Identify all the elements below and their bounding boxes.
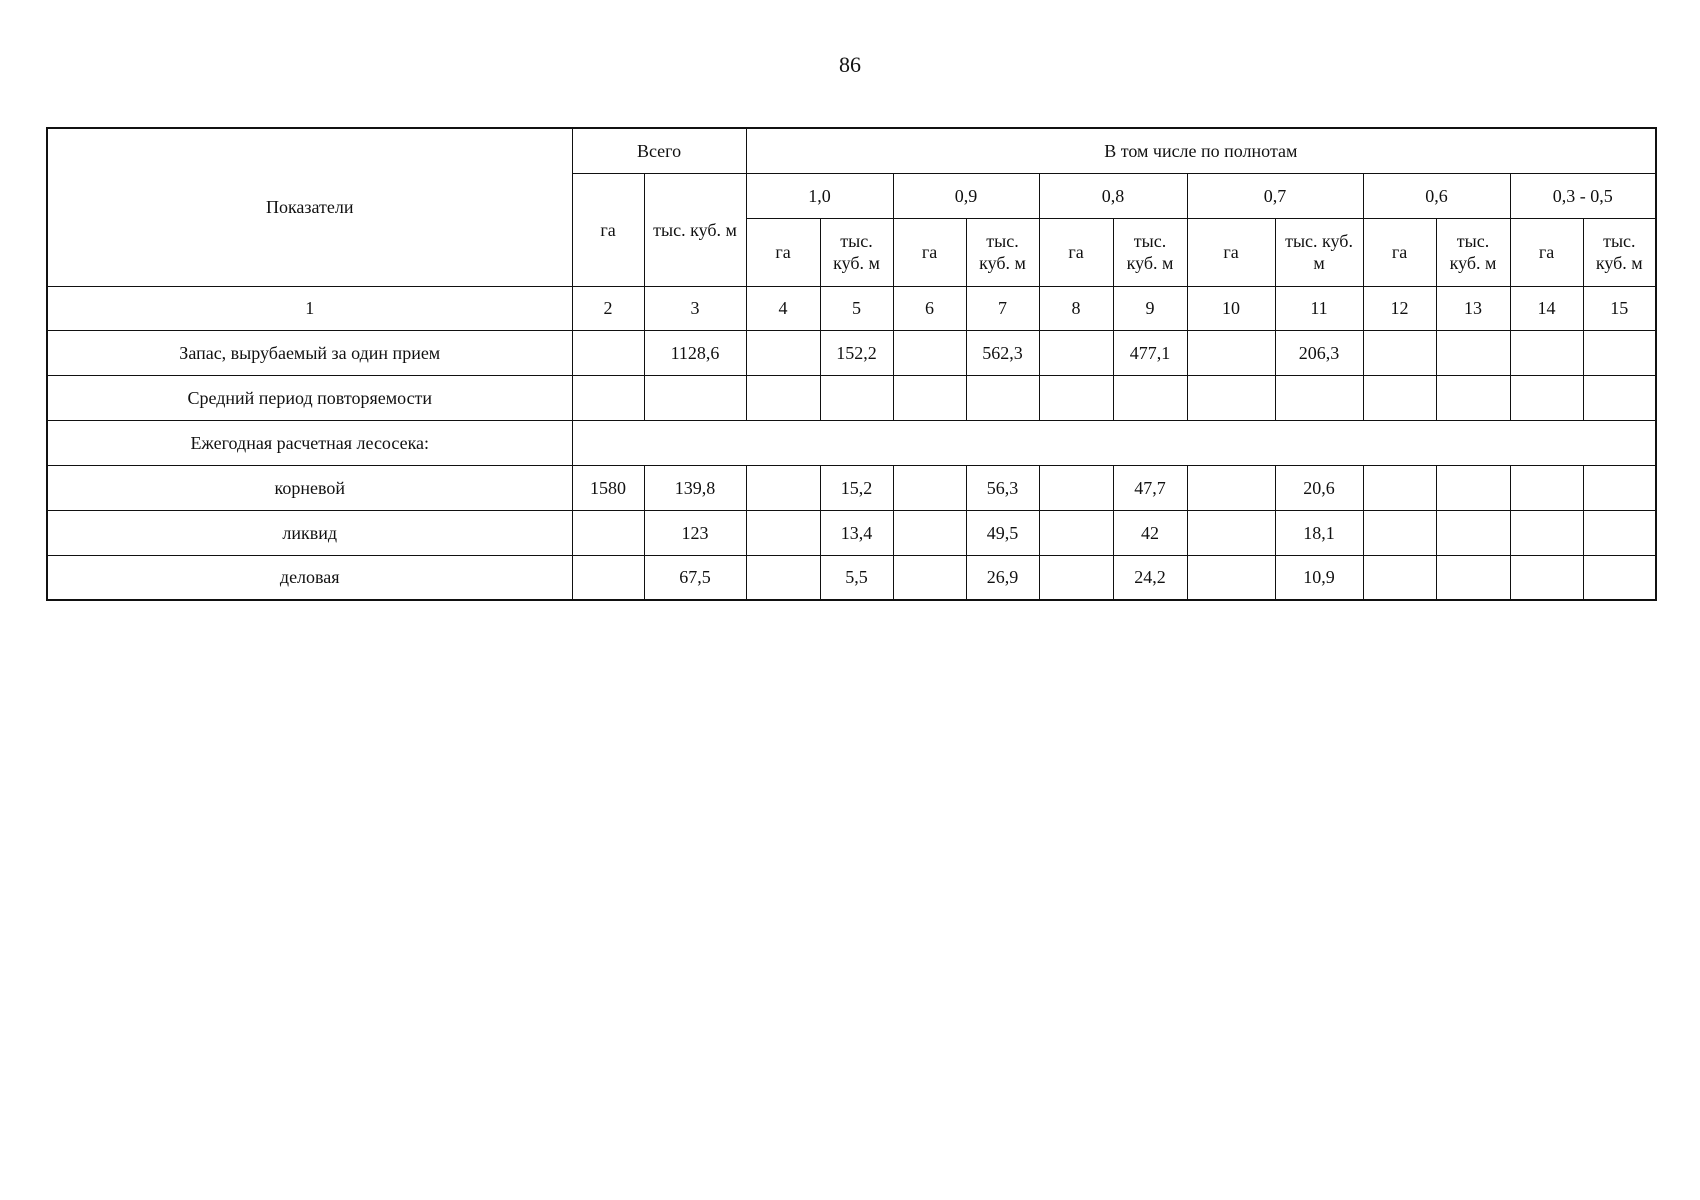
table-cell [644,375,746,420]
table-cell [1510,375,1583,420]
table-cell: 1580 [572,465,644,510]
table-cell [1436,375,1510,420]
row-label: ликвид [47,510,572,555]
table-cell [572,330,644,375]
header-ha: га [893,218,966,286]
table-cell: 123 [644,510,746,555]
column-number: 12 [1363,286,1436,330]
table-row [47,510,1656,555]
table-row [47,330,1656,375]
header-density-0-9: 0,9 [893,173,1039,218]
header-volume: тыс. куб. м [1113,218,1187,286]
header-density-0-6: 0,6 [1363,173,1510,218]
header-ha: га [1039,218,1113,286]
table-cell [1436,510,1510,555]
table-cell [746,555,820,600]
column-number: 7 [966,286,1039,330]
header-total: Всего [572,128,746,173]
table-cell [893,555,966,600]
table-cell: 49,5 [966,510,1039,555]
table-row [47,555,1656,600]
header-by-density: В том числе по полнотам [746,128,1656,173]
table-cell [1583,555,1656,600]
table-cell [820,375,893,420]
header-total-volume: тыс. куб. м [644,173,746,286]
table-cell: 20,6 [1275,465,1363,510]
table-cell: 1128,6 [644,330,746,375]
header-volume: тыс. куб. м [1436,218,1510,286]
header-ha: га [1187,218,1275,286]
table-cell [1583,465,1656,510]
table-cell [893,465,966,510]
table-cell: 24,2 [1113,555,1187,600]
table-cell [1436,465,1510,510]
table-cell: 13,4 [820,510,893,555]
header-volume: тыс. куб. м [1583,218,1656,286]
table-cell: 5,5 [820,555,893,600]
table-cell [1187,465,1275,510]
header-density-0-7: 0,7 [1187,173,1363,218]
table-cell [572,375,644,420]
header-total-ha: га [572,173,644,286]
table-row [47,375,1656,420]
table-cell [1583,375,1656,420]
header-row-1 [47,128,1656,173]
table-cell [1510,330,1583,375]
header-density-0-8: 0,8 [1039,173,1187,218]
table-cell [746,330,820,375]
column-number: 10 [1187,286,1275,330]
row-label: корневой [47,465,572,510]
table-cell [572,555,644,600]
table-row [47,465,1656,510]
table-cell [1039,510,1113,555]
table-cell [1187,510,1275,555]
table-cell: 67,5 [644,555,746,600]
table-cell [746,510,820,555]
table-cell: 10,9 [1275,555,1363,600]
table-cell [1039,465,1113,510]
table-cell: 562,3 [966,330,1039,375]
header-density-0-3-0-5: 0,3 - 0,5 [1510,173,1656,218]
merged-empty-cell [572,420,1656,465]
header-indicators: Показатели [47,128,572,286]
table-cell [1363,510,1436,555]
table-cell [1187,375,1275,420]
column-number: 14 [1510,286,1583,330]
row-label: Ежегодная расчетная лесосека: [47,420,572,465]
table-cell [1363,375,1436,420]
header-volume: тыс. куб. м [820,218,893,286]
table-cell [1510,465,1583,510]
table-cell: 139,8 [644,465,746,510]
table-cell [1436,330,1510,375]
table-cell: 26,9 [966,555,1039,600]
row-label: Средний период повторяемости [47,375,572,420]
table-cell [966,375,1039,420]
table-cell [1583,330,1656,375]
column-number: 11 [1275,286,1363,330]
table-cell [1187,555,1275,600]
table-cell [1363,555,1436,600]
row-label: деловая [47,555,572,600]
table-cell [1113,375,1187,420]
header-ha: га [746,218,820,286]
table-cell [746,465,820,510]
column-number: 8 [1039,286,1113,330]
table-cell [1363,330,1436,375]
table-cell: 56,3 [966,465,1039,510]
allowable-cut-table [46,127,1657,601]
column-number: 3 [644,286,746,330]
column-number: 13 [1436,286,1510,330]
row-label: Запас, вырубаемый за один прием [47,330,572,375]
table-cell [1039,555,1113,600]
table-cell [572,510,644,555]
header-volume: тыс. куб. м [1275,218,1363,286]
table-cell [893,330,966,375]
column-number: 2 [572,286,644,330]
table-cell [1275,375,1363,420]
header-ha: га [1510,218,1583,286]
column-number: 9 [1113,286,1187,330]
table-cell: 15,2 [820,465,893,510]
table-cell [1436,555,1510,600]
table-cell [1510,555,1583,600]
table-cell [893,510,966,555]
table-cell: 152,2 [820,330,893,375]
table-cell: 206,3 [1275,330,1363,375]
column-number: 6 [893,286,966,330]
table-row [47,420,1656,465]
table-cell [1510,510,1583,555]
table-cell [1039,330,1113,375]
table-cell: 18,1 [1275,510,1363,555]
table-cell: 477,1 [1113,330,1187,375]
table-cell: 42 [1113,510,1187,555]
column-number: 1 [47,286,572,330]
column-number: 5 [820,286,893,330]
header-density-1-0: 1,0 [746,173,893,218]
table-cell [1363,465,1436,510]
column-number: 15 [1583,286,1656,330]
table-cell: 47,7 [1113,465,1187,510]
table-cell [1583,510,1656,555]
header-ha: га [1363,218,1436,286]
column-number: 4 [746,286,820,330]
table-cell [746,375,820,420]
column-number-row [47,286,1656,330]
header-volume: тыс. куб. м [966,218,1039,286]
table-cell [1039,375,1113,420]
table-cell [1187,330,1275,375]
table-cell [893,375,966,420]
page-number: 86 [839,52,861,77]
